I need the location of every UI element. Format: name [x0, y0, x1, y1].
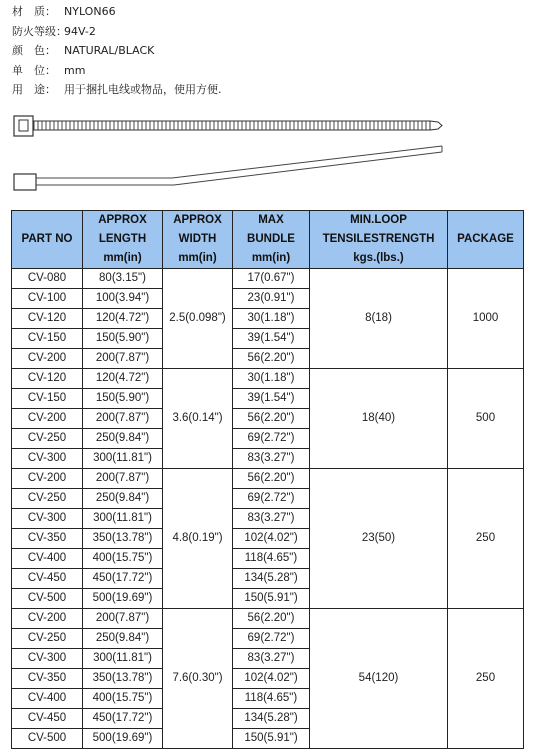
cell-part-no: CV-300 — [12, 449, 83, 469]
cell-bundle: 102(4.02") — [233, 529, 310, 549]
table-row — [12, 369, 524, 389]
spec-value: NYLON66 — [64, 5, 116, 18]
cell-part-no: CV-100 — [12, 289, 83, 309]
cell-part-no: CV-300 — [12, 649, 83, 669]
cell-length: 200(7.87") — [83, 469, 163, 489]
cell-bundle: 56(2.20") — [233, 609, 310, 629]
cell-bundle: 83(3.27") — [233, 509, 310, 529]
spec-key: 单 位： — [12, 63, 56, 77]
header-width: APPROX WIDTH mm(in) — [163, 211, 233, 269]
header-length: APPROX LENGTH mm(in) — [83, 211, 163, 269]
cell-part-no: CV-450 — [12, 569, 83, 589]
cell-length: 300(11.81") — [83, 509, 163, 529]
cell-width: 7.6(0.30") — [163, 609, 233, 749]
header-bundle: MAX BUNDLE mm(in) — [233, 211, 310, 269]
spec-value: mm — [64, 63, 86, 77]
cell-bundle: 17(0.67") — [233, 269, 310, 289]
cell-bundle: 39(1.54") — [233, 329, 310, 349]
table-row — [12, 609, 524, 629]
cell-length: 450(17.72") — [83, 569, 163, 589]
cell-part-no: CV-250 — [12, 489, 83, 509]
spec-key: 防火等级： — [12, 24, 67, 38]
header-part-no: PART NO — [12, 211, 83, 269]
cell-part-no: CV-200 — [12, 609, 83, 629]
cable-tie-top-view — [14, 116, 442, 136]
cell-length: 150(5.90") — [83, 329, 163, 349]
spec-value: 94V-2 — [64, 24, 96, 38]
spec-key: 颜 色： — [12, 44, 56, 57]
cell-part-no: CV-300 — [12, 509, 83, 529]
cell-bundle: 23(0.91") — [233, 289, 310, 309]
cell-part-no: CV-150 — [12, 389, 83, 409]
cell-part-no: CV-500 — [12, 589, 83, 609]
cell-tensile: 23(50) — [310, 469, 448, 609]
header-tensile: MIN.LOOP TENSILESTRENGTH kgs.(lbs.) — [310, 211, 448, 269]
cell-width: 3.6(0.14") — [163, 369, 233, 469]
header-package: PACKAGE — [448, 211, 524, 269]
cell-package: 250 — [448, 469, 524, 609]
cell-part-no: CV-200 — [12, 469, 83, 489]
cell-bundle: 69(2.72") — [233, 489, 310, 509]
cell-length: 200(7.87") — [83, 349, 163, 369]
cell-bundle: 134(5.28") — [233, 709, 310, 729]
cell-bundle: 83(3.27") — [233, 449, 310, 469]
cell-bundle: 134(5.28") — [233, 569, 310, 589]
cell-length: 400(15.75") — [83, 689, 163, 709]
cell-tensile: 18(40) — [310, 369, 448, 469]
cable-tie-illustration — [0, 108, 535, 203]
spec-key: 材 质： — [12, 5, 56, 18]
cell-bundle: 150(5.91") — [233, 589, 310, 609]
spec-value: NATURAL/BLACK — [64, 44, 155, 57]
spec-list — [12, 2, 222, 100]
cell-bundle: 56(2.20") — [233, 409, 310, 429]
cell-length: 300(11.81") — [83, 449, 163, 469]
cell-bundle: 118(4.65") — [233, 549, 310, 569]
cell-length: 450(17.72") — [83, 709, 163, 729]
cell-length: 300(11.81") — [83, 649, 163, 669]
cell-length: 100(3.94") — [83, 289, 163, 309]
cell-package: 500 — [448, 369, 524, 469]
cell-part-no: CV-120 — [12, 369, 83, 389]
cell-bundle: 102(4.02") — [233, 669, 310, 689]
cell-tensile: 8(18) — [310, 269, 448, 369]
cell-length: 500(19.69") — [83, 729, 163, 749]
cell-length: 150(5.90") — [83, 389, 163, 409]
cell-length: 200(7.87") — [83, 609, 163, 629]
cell-length: 250(9.84") — [83, 489, 163, 509]
cell-bundle: 30(1.18") — [233, 309, 310, 329]
spec-value: 用于捆扎电线或物品，使用方便. — [64, 83, 222, 96]
spec-table — [11, 210, 524, 749]
cell-bundle: 69(2.72") — [233, 429, 310, 449]
cell-package: 250 — [448, 609, 524, 749]
cell-bundle: 56(2.20") — [233, 469, 310, 489]
cell-package: 1000 — [448, 269, 524, 369]
cell-part-no: CV-400 — [12, 689, 83, 709]
spec-row-unit — [12, 61, 222, 81]
cell-tensile: 54(120) — [310, 609, 448, 749]
cell-length: 80(3.15") — [83, 269, 163, 289]
cell-part-no: CV-250 — [12, 429, 83, 449]
cell-part-no: CV-400 — [12, 549, 83, 569]
cell-length: 120(4.72") — [83, 369, 163, 389]
cell-bundle: 150(5.91") — [233, 729, 310, 749]
cell-part-no: CV-200 — [12, 349, 83, 369]
cell-width: 2.5(0.098") — [163, 269, 233, 369]
spec-row-fire-rating — [12, 22, 222, 42]
cell-bundle: 69(2.72") — [233, 629, 310, 649]
cell-bundle: 56(2.20") — [233, 349, 310, 369]
cell-length: 200(7.87") — [83, 409, 163, 429]
spec-key: 用 途： — [12, 83, 56, 96]
cell-part-no: CV-450 — [12, 709, 83, 729]
cell-part-no: CV-200 — [12, 409, 83, 429]
cable-tie-side-view — [14, 146, 442, 190]
table-row — [12, 469, 524, 489]
cell-part-no: CV-350 — [12, 529, 83, 549]
cell-part-no: CV-120 — [12, 309, 83, 329]
cell-length: 250(9.84") — [83, 429, 163, 449]
cell-length: 120(4.72") — [83, 309, 163, 329]
cell-bundle: 30(1.18") — [233, 369, 310, 389]
cell-part-no: CV-500 — [12, 729, 83, 749]
cell-part-no: CV-250 — [12, 629, 83, 649]
cell-length: 400(15.75") — [83, 549, 163, 569]
cell-bundle: 83(3.27") — [233, 649, 310, 669]
table-row — [12, 269, 524, 289]
cell-width: 4.8(0.19") — [163, 469, 233, 609]
spec-row-material — [12, 2, 222, 22]
spec-row-color — [12, 41, 222, 61]
cell-part-no: CV-150 — [12, 329, 83, 349]
cell-length: 500(19.69") — [83, 589, 163, 609]
table-header-row — [12, 211, 524, 269]
cell-part-no: CV-350 — [12, 669, 83, 689]
cell-bundle: 39(1.54") — [233, 389, 310, 409]
cell-length: 350(13.78") — [83, 669, 163, 689]
cell-length: 350(13.78") — [83, 529, 163, 549]
cell-bundle: 118(4.65") — [233, 689, 310, 709]
spec-row-usage — [12, 80, 222, 100]
cell-part-no: CV-080 — [12, 269, 83, 289]
cell-length: 250(9.84") — [83, 629, 163, 649]
